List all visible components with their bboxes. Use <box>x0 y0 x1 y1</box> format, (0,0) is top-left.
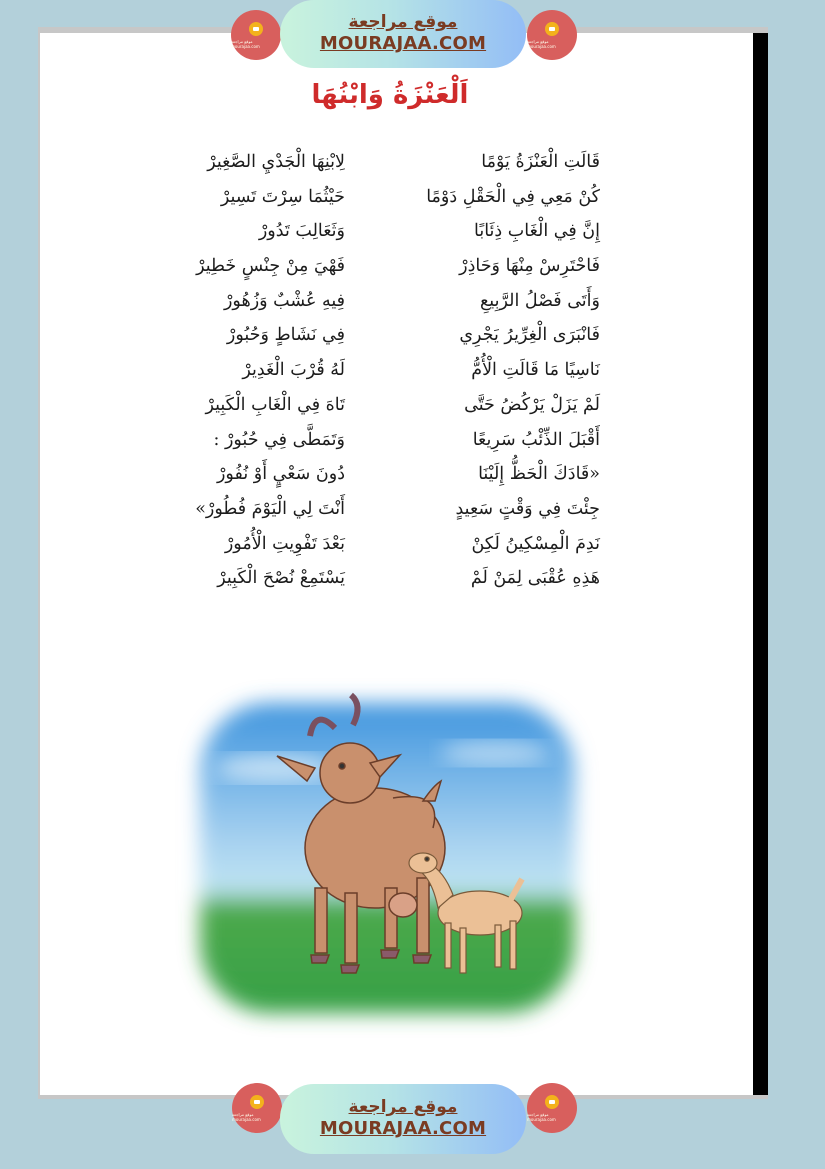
site-name-english[interactable]: MOURAJAA.COM <box>319 33 487 54</box>
verse: لِابْنِهَا الْجَدْيِ الصَّغِيرْ <box>207 152 345 172</box>
poem-right-column <box>410 148 600 599</box>
verse: نَاسِيًا مَا قَالَتِ الْأُمُّ <box>471 360 600 381</box>
poem-title: اَلْعَنْزَةُ وَابْنُهَا <box>311 80 469 110</box>
verse: هَذِهِ عُقْبَى لِمَنْ لَمْ <box>470 568 600 589</box>
verse: تَاهَ فِي الْغَابِ الْكَبِيرْ <box>205 394 345 415</box>
verse: لَمْ يَزَلْ يَرْكُضُ حَتَّى <box>464 394 600 415</box>
poem-left-column <box>155 148 345 599</box>
site-name-arabic[interactable]: موقع مراجعة <box>348 12 458 32</box>
book-logo-icon <box>545 22 559 36</box>
site-name-english[interactable]: MOURAJAA.COM <box>319 1118 487 1139</box>
badge-text: موقع مراجعة mourajaa.com <box>527 1111 556 1122</box>
verse: حَيْثُمَا سِرْتَ تَسِيرْ <box>220 186 345 207</box>
verse: «قَادَكَ الْحَظُّ إِلَيْنَا <box>478 464 600 485</box>
verse: دُونَ سَعْيٍ أَوْ نُفُورْ <box>216 464 345 485</box>
goat-illustration <box>155 673 665 1045</box>
verse: بَعْدَ تَفْوِيتِ الْأُمُورْ <box>224 533 345 554</box>
badge-text: موقع مراجعة mourajaa.com <box>527 38 556 49</box>
verse: أَنْتَ لِي الْيَوْمَ فُطُورْ» <box>195 498 345 519</box>
verse: وَتَمَطَّى فِي حُبُورْ : <box>213 429 345 450</box>
book-logo-icon <box>545 1095 559 1109</box>
verse: فَهْيَ مِنْ جِنْسٍ خَطِيرْ <box>196 256 345 277</box>
verse: جِئْتَ فِي وَقْتٍ سَعِيدٍ <box>455 498 600 519</box>
verse: لَهُ قُرْبَ الْغَدِيرْ <box>242 360 345 381</box>
verse: فَاحْتَرِسْ مِنْهَا وَحَاذِرْ <box>459 256 600 277</box>
verse: أَقْبَلَ الذِّئْبُ سَرِيعًا <box>472 429 600 450</box>
verse: كُنْ مَعِي فِي الْحَقْلِ دَوْمًا <box>426 186 600 207</box>
verse: إِنَّ فِي الْغَابِ ذِئَابًا <box>474 221 600 242</box>
site-name-arabic[interactable]: موقع مراجعة <box>348 1097 458 1117</box>
badge-text: موقع مراجعة mourajaa.com <box>232 1111 261 1122</box>
verse: فِيهِ عُشْبٌ وَزُهُورْ <box>223 290 345 311</box>
book-logo-icon <box>250 1095 264 1109</box>
site-badge-right-top[interactable] <box>527 10 577 60</box>
verse: فِي نَشَاطٍ وَحُبُورْ <box>226 325 345 346</box>
badge-text: موقع مراجعة mourajaa.com <box>231 38 260 49</box>
verse: وَثَعَالِبَ تَدُورْ <box>258 221 345 242</box>
verse: قَالَتِ الْعَنْزَةُ يَوْمًا <box>481 152 600 172</box>
verse: نَدِمَ الْمِسْكِينُ لَكِنْ <box>471 533 600 554</box>
site-badge-left-top[interactable] <box>231 10 281 60</box>
goat-and-kid-image <box>155 673 665 1045</box>
verse: وَأَتَى فَصْلُ الرَّبِيعِ <box>479 290 600 311</box>
site-banner-top[interactable] <box>280 0 526 68</box>
verse: فَانْبَرَى الْغِرِّيرُ يَجْرِي <box>459 325 600 346</box>
site-badge-right-bottom[interactable] <box>527 1083 577 1133</box>
site-banner-bottom[interactable] <box>280 1084 526 1154</box>
site-badge-left-bottom[interactable] <box>232 1083 282 1133</box>
page-edge <box>753 33 768 1095</box>
verse: يَسْتَمِعْ نُصْحَ الْكَبِيرْ <box>217 568 345 589</box>
book-logo-icon <box>249 22 263 36</box>
